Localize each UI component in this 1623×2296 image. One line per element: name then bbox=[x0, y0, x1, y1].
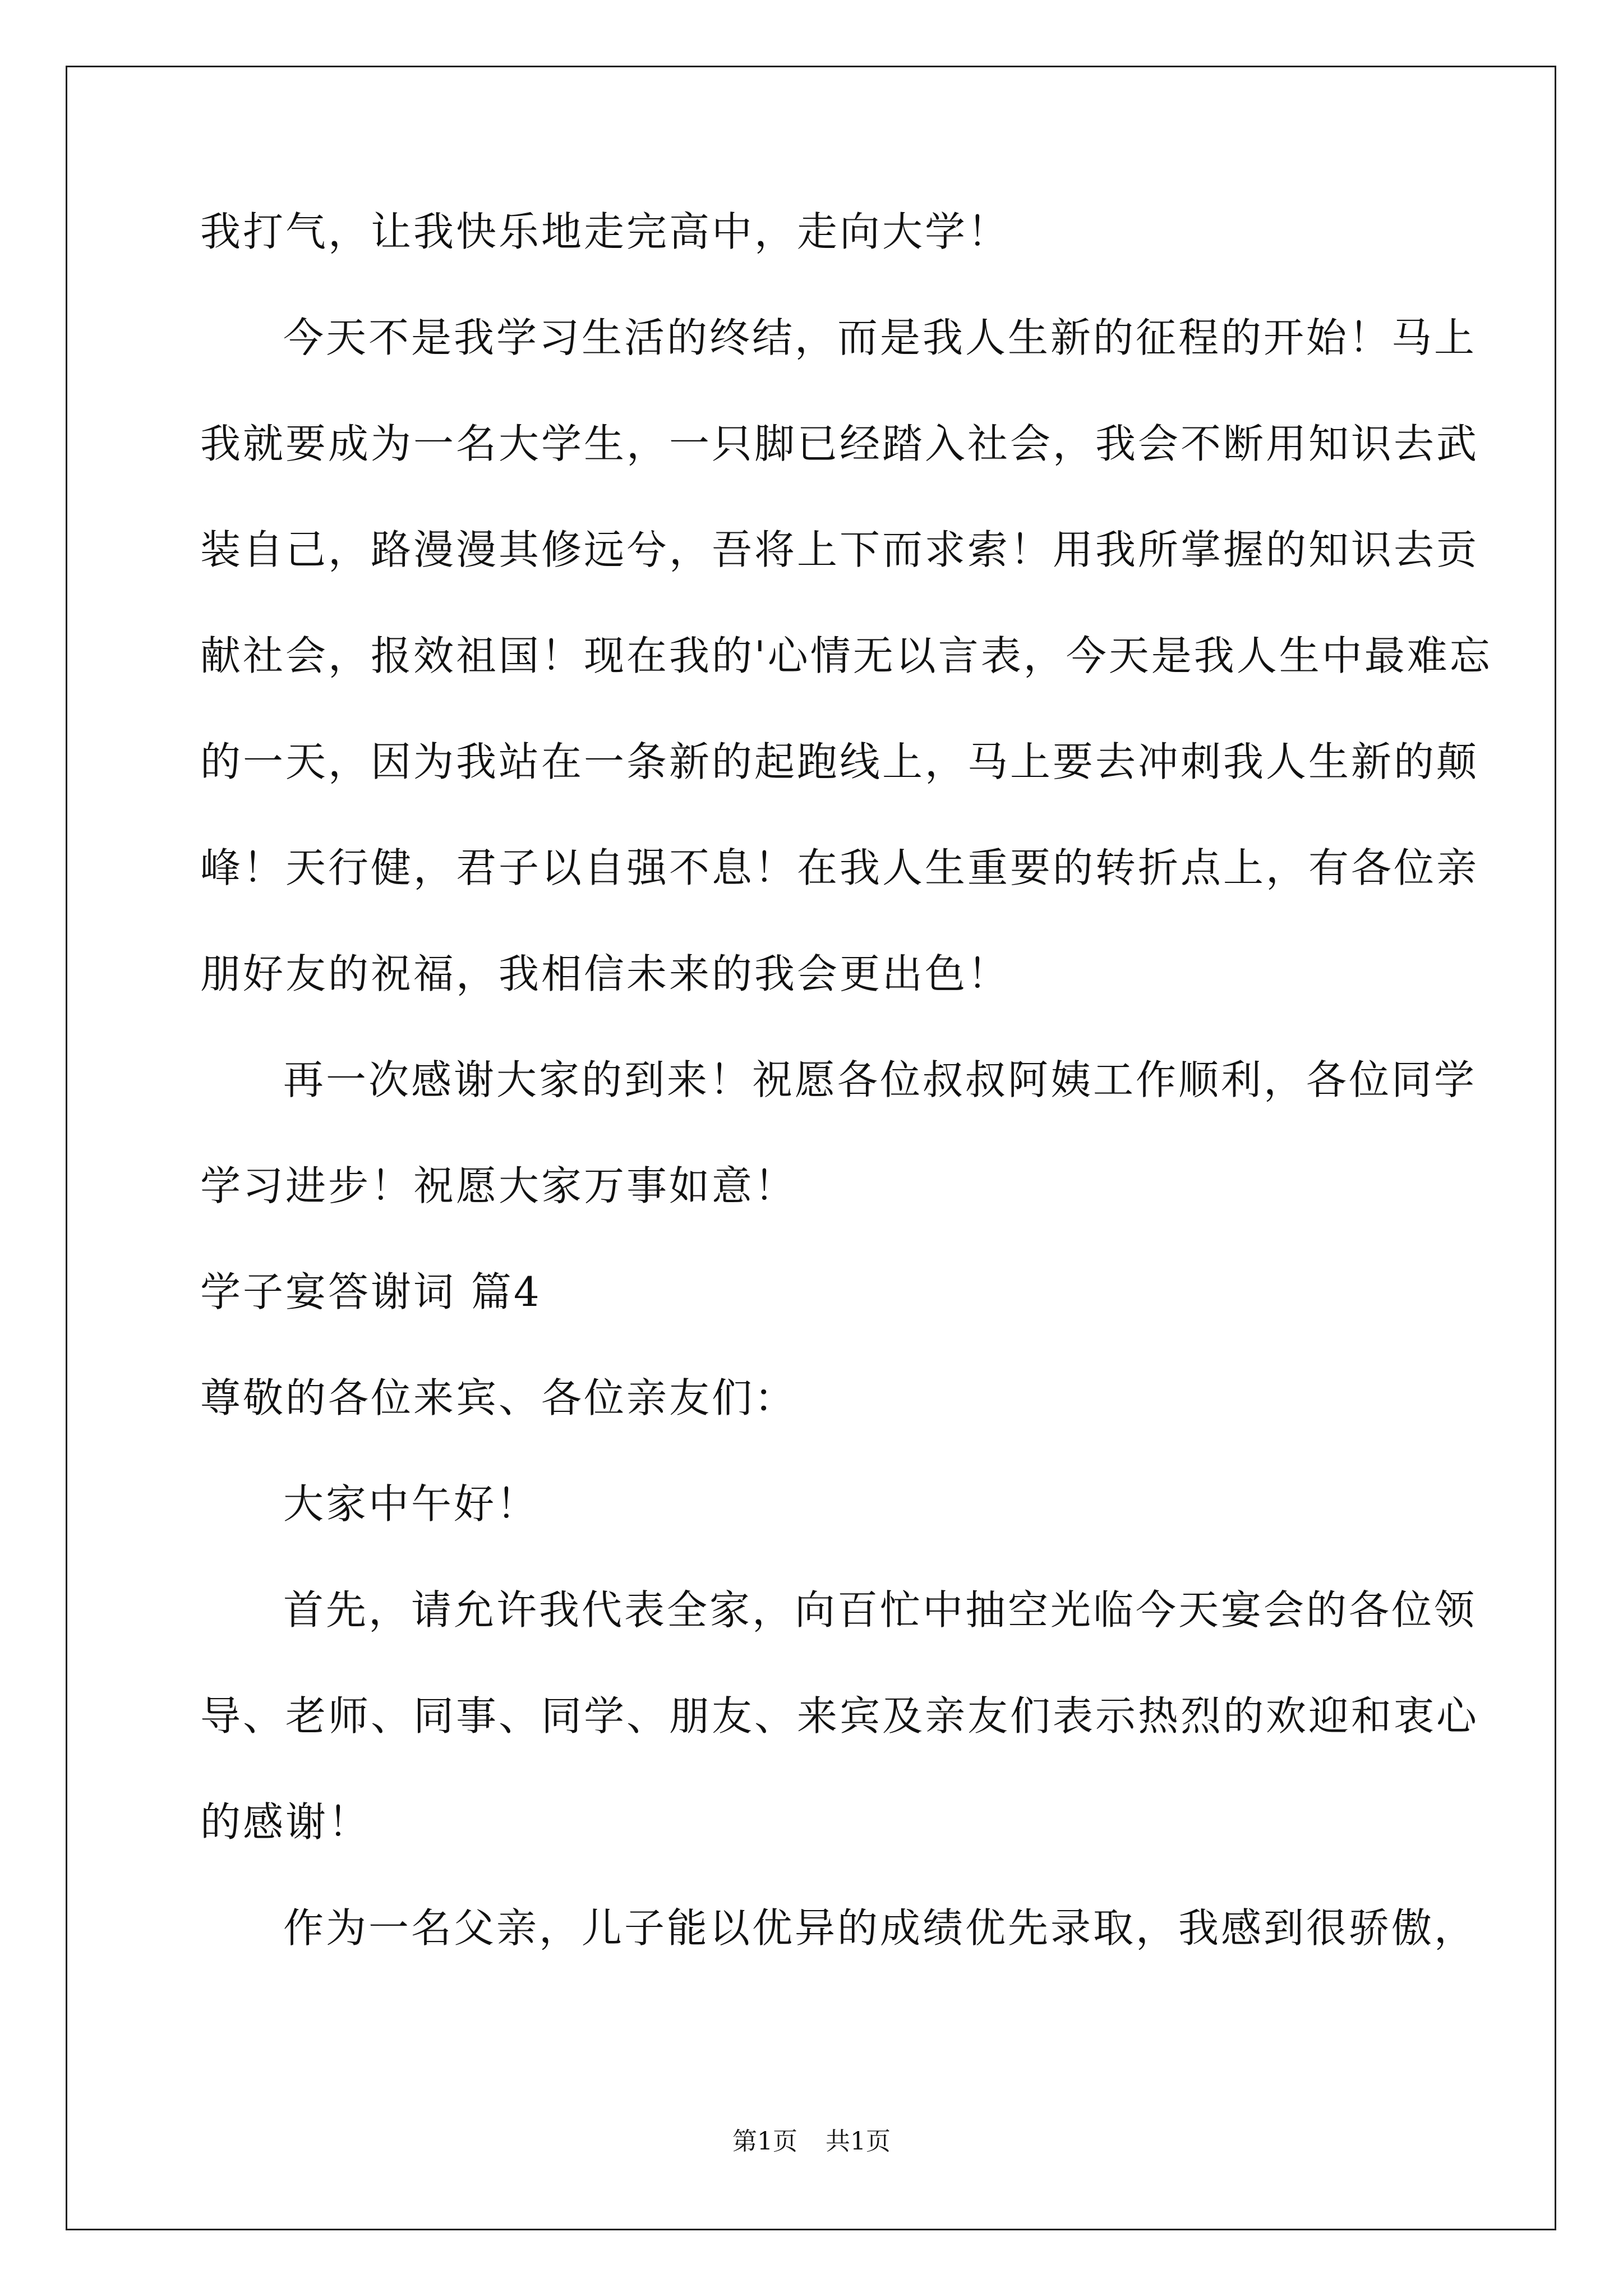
paragraph-start: 首先，请允许我代表全家，向百忙中抽空光临今天宴会的各位领 bbox=[283, 1586, 1477, 1634]
page-total: 共1页 bbox=[826, 2127, 891, 2156]
text-line: 导、老师、同事、同学、朋友、来宾及亲友们表示热烈的欢迎和衷心 bbox=[200, 1692, 1479, 1740]
paragraph-start: 今天不是我学习生活的终结，而是我人生新的征程的开始！马上 bbox=[283, 314, 1477, 361]
text-line: 朋好友的祝福，我相信未来的我会更出色！ bbox=[200, 950, 1011, 997]
salutation: 尊敬的各位来宾、各位亲友们： bbox=[200, 1374, 797, 1421]
text-line: 我就要成为一名大学生，一只脚已经踏入社会，我会不断用知识去武 bbox=[200, 420, 1479, 467]
text-line: 我打气，让我快乐地走完高中，走向大学！ bbox=[200, 208, 1011, 255]
paragraph-start: 再一次感谢大家的到来！祝愿各位叔叔阿姨工作顺利，各位同学 bbox=[283, 1056, 1477, 1103]
paragraph-start: 作为一名父亲，儿子能以优异的成绩优先录取，我感到很骄傲， bbox=[283, 1904, 1477, 1952]
text-line: 峰！天行健，君子以自强不息！在我人生重要的转折点上，有各位亲 bbox=[200, 844, 1479, 891]
section-heading: 学子宴答谢词 篇4 bbox=[200, 1268, 542, 1315]
text-line: 学习进步！祝愿大家万事如意！ bbox=[200, 1162, 797, 1209]
greeting: 大家中午好！ bbox=[283, 1480, 540, 1527]
page-number: 第1页 bbox=[732, 2127, 797, 2156]
text-line: 的一天，因为我站在一条新的起跑线上，马上要去冲刺我人生新的颠 bbox=[200, 738, 1479, 785]
text-line: 的感谢！ bbox=[200, 1798, 371, 1846]
text-line: 献社会，报效祖国！现在我的'心情无以言表，今天是我人生中最难忘 bbox=[200, 632, 1492, 679]
page-footer bbox=[0, 2125, 1623, 2159]
text-line: 装自己，路漫漫其修远兮，吾将上下而求索！用我所掌握的知识去贡 bbox=[200, 526, 1479, 573]
